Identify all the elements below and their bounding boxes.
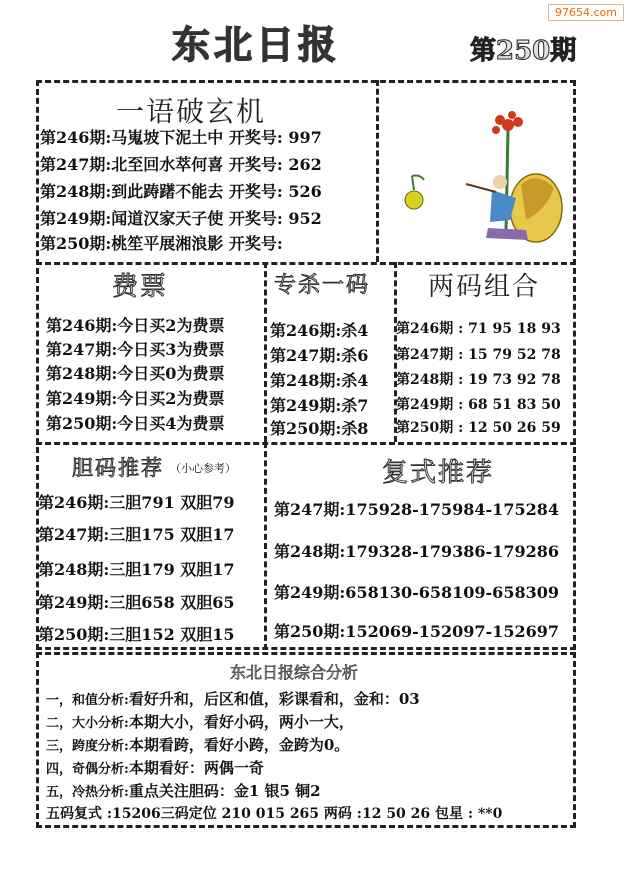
analysis-title: 东北日报综合分析 xyxy=(230,663,359,682)
analysis-label: 五，冷热分析: xyxy=(46,785,129,800)
analysis-label: 一，和值分析: xyxy=(46,693,129,708)
riddle-row: 第248期:到此踌躇不能去 开奖号: 526 xyxy=(40,182,322,201)
kill-row: 第250期:杀8 xyxy=(270,419,369,438)
riddle-row: 第249期:闻道汉家天子使 开奖号: 952 xyxy=(40,209,322,228)
analysis-label: 二，大小分析: xyxy=(46,716,129,731)
fushi-row: 第247期:175928-175984-175284 xyxy=(274,500,559,519)
fee-row: 第249期:今日买2为费票 xyxy=(46,389,225,408)
analysis-label: 三，跨度分析: xyxy=(46,739,129,754)
fushi-row: 第248期:179328-179386-179286 xyxy=(274,542,559,561)
analysis-text: 本期看好：两偶一奇 xyxy=(128,759,264,777)
kill-row: 第246期:杀4 xyxy=(270,321,369,340)
fee-row: 第248期:今日买0为费票 xyxy=(46,364,225,383)
kill-row: 第247期:杀6 xyxy=(270,346,369,365)
fushi-title: 复式推荐 xyxy=(382,458,495,488)
combo-row: 第246期 : 71 95 18 93 xyxy=(396,321,561,337)
combo-row: 第247期 : 15 79 52 78 xyxy=(396,347,561,363)
analysis-footer: 五码复式 :15206三码定位 210 015 265 两码 :12 50 26 包星 : **0 xyxy=(46,806,503,822)
analysis-label: 四，奇偶分析: xyxy=(46,762,129,777)
divider xyxy=(264,262,267,442)
analysis-row xyxy=(46,688,420,709)
fee-row: 第247期:今日买3为费票 xyxy=(46,340,225,359)
kill-row: 第248期:杀4 xyxy=(270,371,369,390)
analysis-row xyxy=(46,780,321,801)
fushi-row: 第249期:658130-658109-658309 xyxy=(274,583,559,602)
combo-row: 第249期 : 68 51 83 50 xyxy=(396,397,561,413)
dan-row: 第249期:三胆658 双胆65 xyxy=(38,593,235,612)
analysis-row xyxy=(46,734,349,755)
kill-title: 专杀一码 xyxy=(274,273,371,298)
riddle-title: 一语破玄机 xyxy=(116,95,267,128)
kill-row: 第249期:杀7 xyxy=(270,396,369,415)
dan-title: 胆码推荐 xyxy=(72,456,164,480)
divider xyxy=(36,442,576,445)
analysis-row xyxy=(46,757,264,778)
analysis-text: 本期大小，看好小码，两小一大， xyxy=(128,713,354,731)
divider xyxy=(264,442,267,650)
issue-number: 第250期 xyxy=(470,36,577,66)
fushi-row: 第250期:152069-152097-152697 xyxy=(274,622,559,641)
site-watermark: 97654.com xyxy=(548,4,624,21)
dan-note: （小心参考） xyxy=(170,462,236,475)
figure-illustration xyxy=(396,110,568,250)
dan-row: 第250期:三胆152 双胆15 xyxy=(38,625,235,644)
riddle-row: 第246期:马嵬坡下泥土中 开奖号: 997 xyxy=(40,128,322,147)
analysis-text: 重点关注胆码：金1 银5 铜2 xyxy=(128,782,321,800)
fee-row: 第246期:今日买2为费票 xyxy=(46,316,225,335)
analysis-text: 本期看跨，看好小跨，金跨为0。 xyxy=(128,736,350,754)
analysis-row xyxy=(46,711,354,732)
divider xyxy=(36,262,576,265)
combo-title: 两码组合 xyxy=(428,272,541,302)
riddle-row: 第250期:桃笙平展湘浪影 开奖号: xyxy=(40,234,283,253)
dan-row: 第248期:三胆179 双胆17 xyxy=(38,560,235,579)
newspaper-title: 东北日报 xyxy=(172,22,341,67)
riddle-row: 第247期:北至回水萃何喜 开奖号: 262 xyxy=(40,155,322,174)
analysis-text: 看好升和，后区和值，彩课看和，金和：03 xyxy=(128,690,420,708)
fee-row: 第250期:今日买4为费票 xyxy=(46,414,225,433)
dan-row: 第246期:三胆791 双胆79 xyxy=(38,493,235,512)
divider xyxy=(376,80,379,262)
fee-title: 费票 xyxy=(112,272,169,302)
combo-row: 第250期 : 12 50 26 59 xyxy=(396,420,561,436)
dan-row: 第247期:三胆175 双胆17 xyxy=(38,525,235,544)
combo-row: 第248期 : 19 73 92 78 xyxy=(396,372,561,388)
